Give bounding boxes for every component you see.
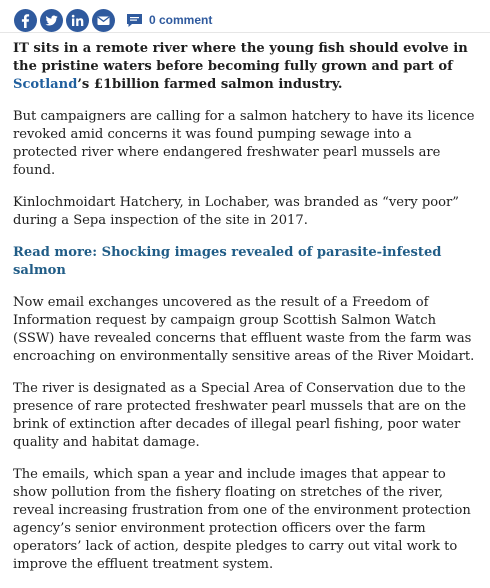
paragraph-5: The emails, which span a year and include images that appear to show pollution from the fishery floating on stretches of the river, reveal increasing frustration from one of the environment protection agency’s senior environment protection officers over the farm operators’ lack of action, despite pledges to carry out vital work to improve the effluent treatment system. [13, 467, 471, 572]
read-more-link[interactable]: Read more: Shocking images revealed of parasite-infested salmon [13, 245, 442, 278]
lead-text: IT sits in a remote river where the young fish should evolve in the pristine waters before becoming fully grown and part of [13, 41, 468, 74]
paragraph-4: The river is designated as a Special Area of Conservation due to the presence of rare protected freshwater pearl mussels that are on the brink of extinction after decades of illegal pearl fishing, poor water quality and habitat damage. [13, 381, 467, 450]
scotland-link[interactable]: Scotland [13, 77, 78, 92]
comment-icon[interactable] [126, 12, 144, 28]
article-body [13, 40, 479, 588]
share-bar [14, 7, 212, 33]
email-icon[interactable] [92, 9, 115, 32]
lead-text-end: ’s £1billion farmed salmon industry. [77, 77, 343, 92]
paragraph-1: But campaigners are calling for a salmon hatchery to have its licence revoked amid concerns it was found pumping sewage into a protected river where endangered freshwater pearl mussels are found. [13, 109, 475, 178]
facebook-icon[interactable] [14, 9, 37, 32]
paragraph-3: Now email exchanges uncovered as the result of a Freedom of Information request by campaign group Scottish Salmon Watch (SSW) have revealed concerns that effluent waste from the farm was encroaching on environmentally sensitive areas of the River Moidart. [13, 295, 475, 364]
paragraph-2: Kinlochmoidart Hatchery, in Lochaber, was branded as “very poor” during a Sepa inspection of the site in 2017. [13, 195, 459, 228]
lead-paragraph [13, 40, 479, 94]
comment-count[interactable]: 0 comment [149, 13, 213, 27]
read-more-paragraph [13, 244, 479, 280]
linkedin-icon[interactable] [66, 9, 89, 32]
divider [0, 32, 490, 33]
twitter-icon[interactable] [40, 9, 63, 32]
